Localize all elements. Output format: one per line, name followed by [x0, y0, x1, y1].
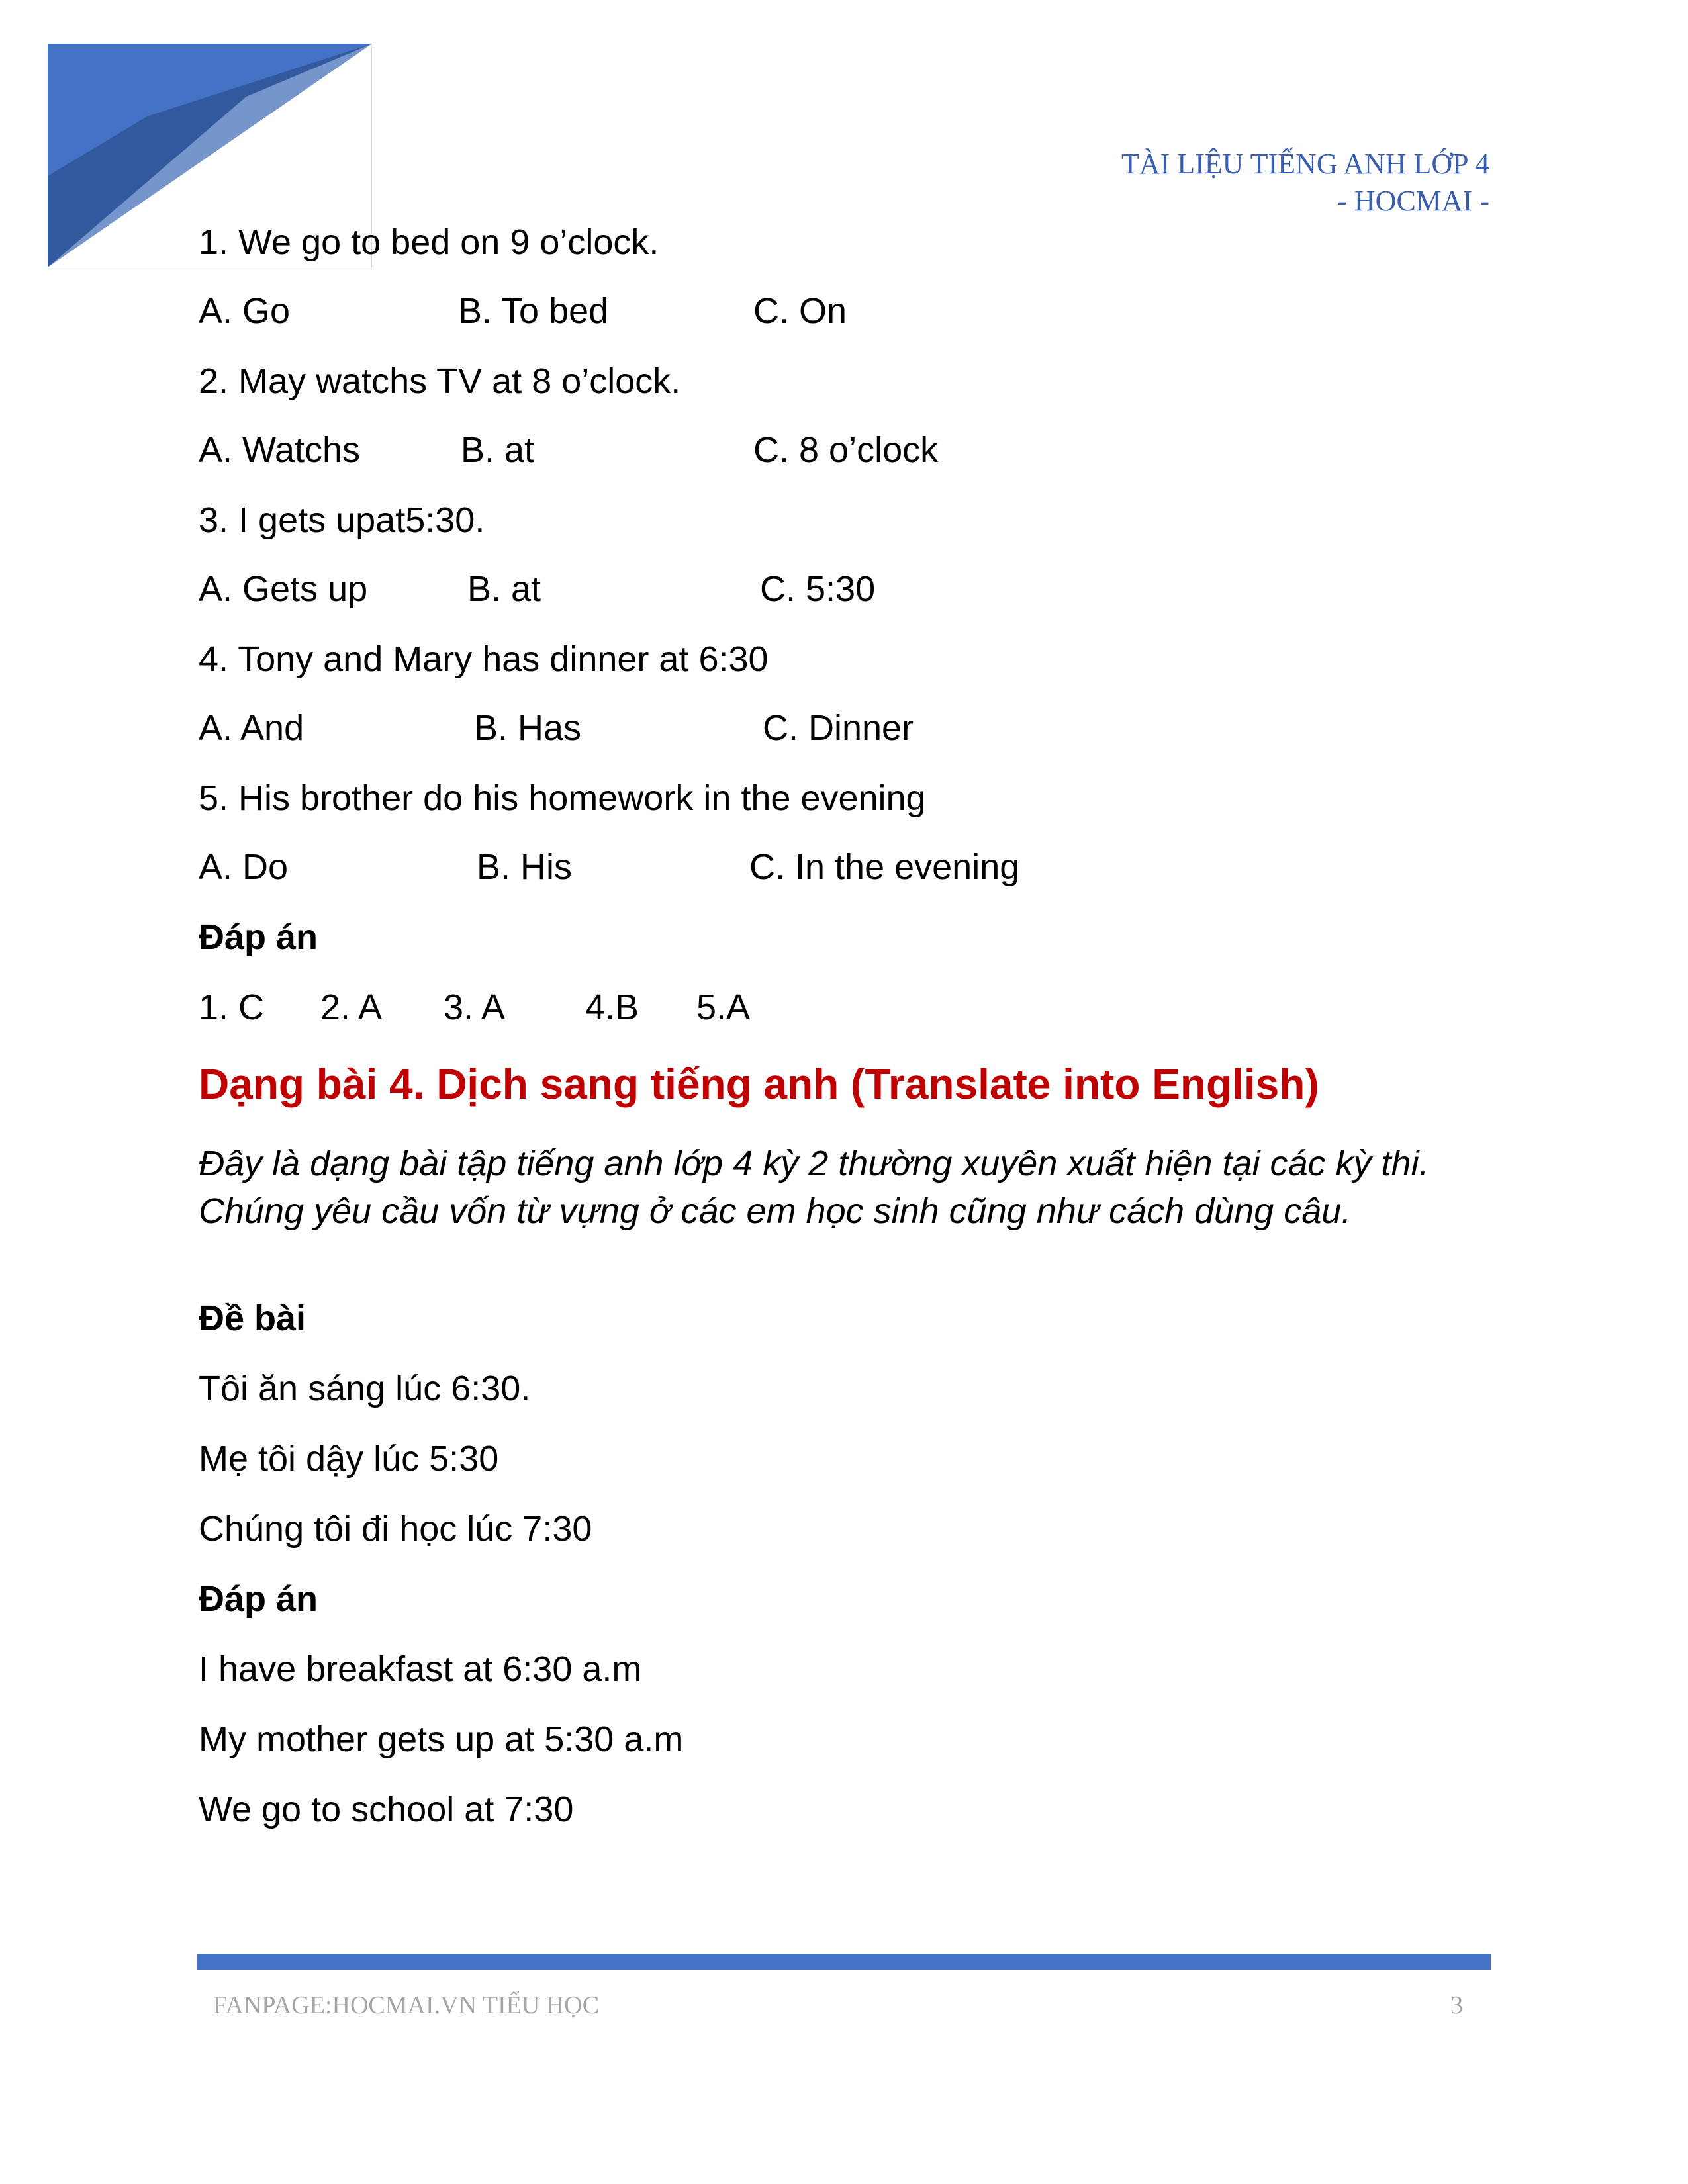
option-3b: B. at: [467, 569, 541, 609]
document-header: [1121, 146, 1489, 220]
task-line: Tôi ăn sáng lúc 6:30.: [199, 1369, 531, 1408]
answer-label-1: Đáp án: [199, 917, 318, 957]
header-subtitle: - HOCMAI -: [1337, 185, 1489, 217]
answer-item: 2. A: [320, 987, 383, 1027]
answer-item: 1. C: [199, 987, 265, 1027]
answer-label-2: Đáp án: [199, 1579, 318, 1619]
option-2b: B. at: [461, 430, 535, 470]
option-4b: B. Has: [474, 708, 582, 748]
answer-line: We go to school at 7:30: [199, 1790, 574, 1829]
question-2: 2. May watchs TV at 8 o’clock.: [199, 361, 681, 401]
option-4a: A. And: [199, 708, 305, 748]
answer-item: 3. A: [444, 987, 506, 1027]
question-1: 1. We go to bed on 9 o’clock.: [199, 222, 659, 262]
footer-divider: [197, 1954, 1491, 1970]
option-3a: A. Gets up: [199, 569, 368, 609]
option-3c: C. 5:30: [760, 569, 876, 609]
option-1c: C. On: [753, 291, 847, 331]
option-5c: C. In the evening: [749, 847, 1020, 887]
answer-item: 5.A: [696, 987, 751, 1027]
option-1a: A. Go: [199, 291, 291, 331]
option-1b: B. To bed: [458, 291, 609, 331]
footer-text: FANPAGE:HOCMAI.VN TIỂU HỌC: [213, 1991, 600, 2019]
question-4: 4. Tony and Mary has dinner at 6:30: [199, 639, 769, 679]
option-5a: A. Do: [199, 847, 289, 887]
option-2c: C. 8 o’clock: [753, 430, 939, 470]
task-line: Chúng tôi đi học lúc 7:30: [199, 1509, 592, 1549]
answer-line: I have breakfast at 6:30 a.m: [199, 1649, 642, 1689]
answer-item: 4.B: [585, 987, 639, 1027]
task-line: Mẹ tôi dậy lúc 5:30: [199, 1439, 499, 1479]
option-4c: C. Dinner: [763, 708, 914, 748]
question-5: 5. His brother do his homework in the evening: [199, 778, 926, 818]
option-2a: A. Watchs: [199, 430, 361, 470]
question-3: 3. I gets upat5:30.: [199, 500, 485, 540]
task-label: Đề bài: [199, 1298, 306, 1338]
option-5b: B. His: [477, 847, 573, 887]
answer-line: My mother gets up at 5:30 a.m: [199, 1719, 684, 1759]
header-title: TÀI LIỆU TIẾNG ANH LỚP 4: [1121, 148, 1489, 180]
page-number: 3: [1450, 1991, 1463, 2019]
section-intro: Đây là dạng bài tập tiếng anh lớp 4 kỳ 2 thường xuyên xuất hiện tại các kỳ thi. Chúng yêu cầu vốn từ vựng ở các em học sinh cũng như cách dùng câu.: [199, 1144, 1429, 1231]
section-heading: Dạng bài 4. Dịch sang tiếng anh (Translate into English): [199, 1060, 1319, 1108]
